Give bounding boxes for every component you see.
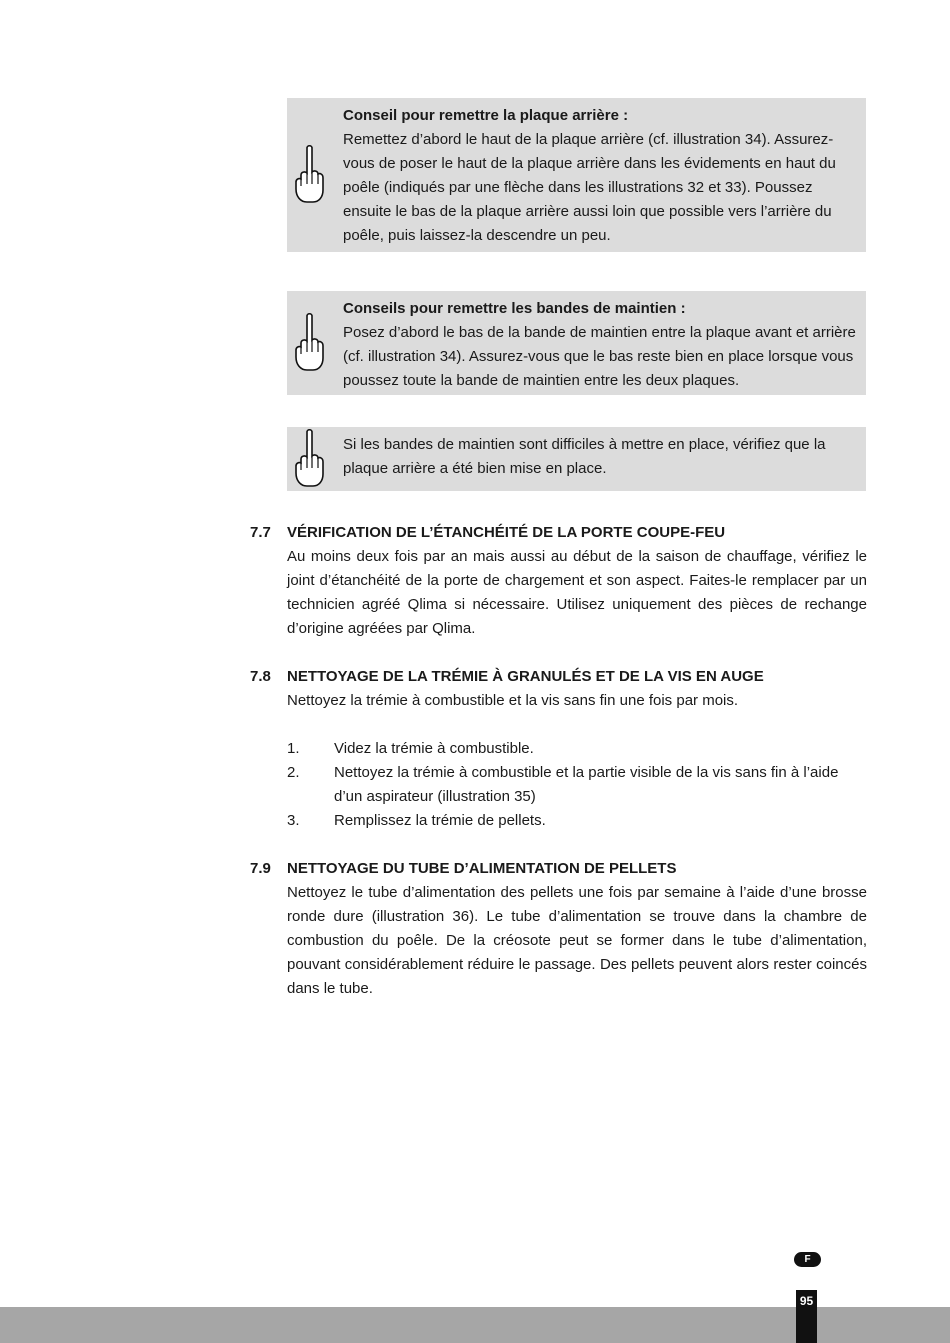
- step-number: 3.: [287, 812, 300, 829]
- tip-title: Conseils pour remettre les bandes de maintien :: [343, 300, 686, 317]
- step-text: Nettoyez la trémie à combustible et la partie visible de la vis sans fin à l’aide d’un aspirateur (illustration 35): [334, 764, 839, 805]
- tip-box-bandes-maintien: [287, 291, 866, 395]
- pointing-hand-icon: [293, 144, 325, 206]
- section-heading: NETTOYAGE DE LA TRÉMIE À GRANULÉS ET DE LA VIS EN AUGE: [287, 668, 764, 685]
- section-number: 7.9: [250, 860, 271, 877]
- tip-box-plaque-arriere: [287, 98, 866, 252]
- list-item: [287, 761, 867, 809]
- list-item: [287, 737, 867, 761]
- section-heading: VÉRIFICATION DE L’ÉTANCHÉITÉ DE LA PORTE COUPE-FEU: [287, 524, 726, 541]
- pointing-hand-icon: [293, 312, 325, 374]
- section-heading: NETTOYAGE DU TUBE D’ALIMENTATION DE PELLETS: [287, 860, 677, 877]
- tip-text: Posez d’abord le bas de la bande de maintien entre la plaque avant et arrière (cf. illustration 34). Assurez-vous que le bas reste bien en place lorsque vous poussez toute la bande de maintien entre les deux plaques.: [343, 324, 856, 389]
- step-text: Videz la trémie à combustible.: [334, 740, 534, 757]
- section-body: Au moins deux fois par an mais aussi au début de la saison de chauffage, vérifiez le joint d’étanchéité de la porte de chargement et son aspect. Faites-le remplacer par un technicien agréé Qlima si nécessaire. Utilisez uniquement des pièces de rechange d’origine agréées par Qlima.: [287, 548, 867, 637]
- tip-text: Remettez d’abord le haut de la plaque arrière (cf. illustration 34). Assurez-vous de poser le haut de la plaque arrière dans les évidements en haut du poêle (indiqués par une flèche dans les illustrations 32 et 33). Poussez ensuite le bas de la plaque arrière aussi loin que possible vers l’arrière du poêle, puis laissez-la descendre un peu.: [343, 131, 836, 244]
- language-badge: F: [794, 1252, 821, 1267]
- tip-text: Si les bandes de maintien sont difficiles à mettre en place, vérifiez que la plaque arrière a été bien mise en place.: [343, 436, 826, 477]
- section-7-7: [250, 521, 867, 641]
- section-number: 7.8: [250, 668, 271, 685]
- page-number: 95: [796, 1290, 817, 1343]
- section-7-9: [250, 857, 867, 1001]
- steps-list: [287, 737, 867, 833]
- step-number: 2.: [287, 764, 300, 781]
- section-number: 7.7: [250, 524, 271, 541]
- pointing-hand-icon: [293, 428, 325, 490]
- section-body: Nettoyez la trémie à combustible et la vis sans fin une fois par mois.: [287, 692, 739, 709]
- tip-box-verification: [287, 427, 866, 491]
- list-item: [287, 809, 867, 833]
- tip-title: Conseil pour remettre la plaque arrière :: [343, 107, 629, 124]
- step-text: Remplissez la trémie de pellets.: [334, 812, 546, 829]
- section-body: Nettoyez le tube d’alimentation des pellets une fois par semaine à l’aide d’une brosse ronde dure (illustration 36). Le tube d’alimentation se trouve dans la chambre de combustion du poêle. De la créosote peut se former dans le tube d’alimentation, pouvant considérablement réduire le passage. Des pellets peuvent alors rester coincés dans le tube.: [287, 884, 867, 997]
- step-number: 1.: [287, 740, 300, 757]
- section-7-8: [250, 665, 867, 713]
